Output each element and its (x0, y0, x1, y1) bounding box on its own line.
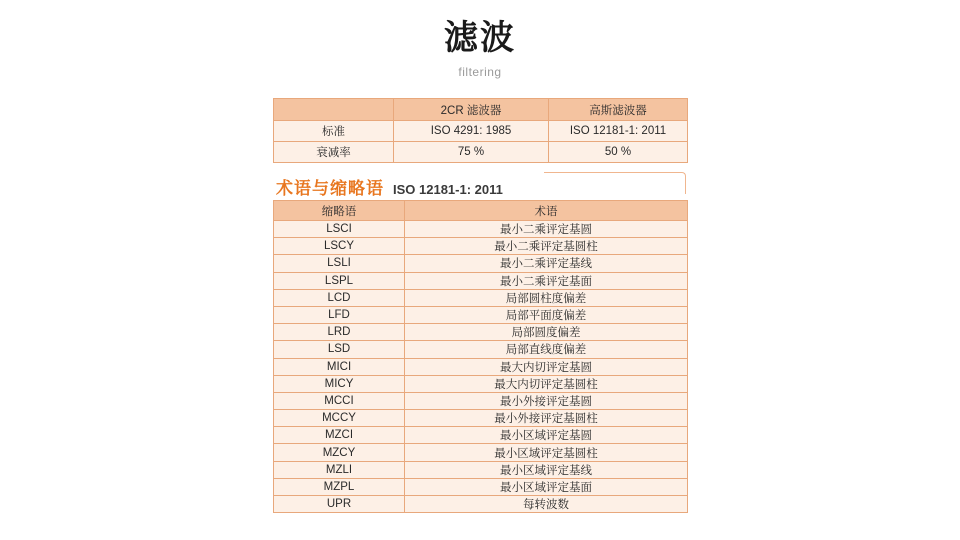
cell-term: 最小外接评定基圆柱 (405, 410, 688, 427)
filter-comparison-table (273, 98, 688, 163)
cell-term: 最小二乘评定基面 (405, 272, 688, 289)
table-row (274, 221, 688, 238)
table-row (274, 496, 688, 513)
column-header-blank (274, 99, 394, 121)
table-row (274, 341, 688, 358)
table-row (274, 478, 688, 495)
cell-abbr: LSCY (274, 238, 405, 255)
table-row (274, 358, 688, 375)
cell-attenuation-2cr: 75 % (394, 142, 549, 163)
table-row (274, 255, 688, 272)
terms-abbreviations-table (273, 200, 688, 513)
filter-table-container (273, 98, 687, 163)
cell-abbr: LFD (274, 306, 405, 323)
cell-abbr: MZPL (274, 478, 405, 495)
cell-term: 最小二乘评定基线 (405, 255, 688, 272)
cell-abbr: MZCY (274, 444, 405, 461)
section-heading-cn: 术语与缩略语 (276, 179, 384, 198)
cell-abbr: MCCY (274, 410, 405, 427)
cell-term: 最小外接评定基圆 (405, 392, 688, 409)
cell-abbr: LSD (274, 341, 405, 358)
cell-abbr: MICY (274, 375, 405, 392)
table-header-row (274, 201, 688, 221)
cell-term: 局部直线度偏差 (405, 341, 688, 358)
cell-abbr: LSLI (274, 255, 405, 272)
cell-attenuation-gaussian: 50 % (549, 142, 688, 163)
cell-term: 最小区域评定基线 (405, 461, 688, 478)
cell-abbr: LRD (274, 324, 405, 341)
column-header-abbr: 缩略语 (274, 201, 405, 221)
table-row (274, 392, 688, 409)
table-row (274, 289, 688, 306)
cell-standard-2cr: ISO 4291: 1985 (394, 121, 549, 142)
table-row (274, 238, 688, 255)
table-header-row (274, 99, 688, 121)
cell-abbr: LSPL (274, 272, 405, 289)
section-heading-standard: ISO 12181-1: 2011 (393, 182, 503, 197)
cell-abbr: MCCI (274, 392, 405, 409)
cell-term: 最小区域评定基圆柱 (405, 444, 688, 461)
cell-abbr: MZLI (274, 461, 405, 478)
table-row (274, 306, 688, 323)
cell-term: 每转波数 (405, 496, 688, 513)
cell-term: 最小二乘评定基圆柱 (405, 238, 688, 255)
cell-term: 最大内切评定基圆 (405, 358, 688, 375)
column-header-2cr: 2CR 滤波器 (394, 99, 549, 121)
table-row (274, 427, 688, 444)
page-title: 滤波 (444, 19, 516, 57)
cell-term: 局部平面度偏差 (405, 306, 688, 323)
cell-term: 局部圆柱度偏差 (405, 289, 688, 306)
cell-term: 局部圆度偏差 (405, 324, 688, 341)
bracket-connector (544, 172, 686, 194)
column-header-term: 术语 (405, 201, 688, 221)
cell-term: 最大内切评定基圆柱 (405, 375, 688, 392)
section-heading (276, 174, 503, 199)
table-row (274, 444, 688, 461)
cell-abbr: MZCI (274, 427, 405, 444)
table-row (274, 121, 688, 142)
terms-table-container (273, 200, 687, 513)
table-row (274, 324, 688, 341)
cell-term: 最小区域评定基面 (405, 478, 688, 495)
cell-abbr: LCD (274, 289, 405, 306)
table-row (274, 375, 688, 392)
table-row (274, 272, 688, 289)
row-label-attenuation: 衰减率 (274, 142, 394, 163)
column-header-gaussian: 高斯滤波器 (549, 99, 688, 121)
cell-standard-gaussian: ISO 12181-1: 2011 (549, 121, 688, 142)
row-label-standard: 标准 (274, 121, 394, 142)
page-subtitle: filtering (458, 65, 502, 80)
table-row (274, 410, 688, 427)
table-row (274, 142, 688, 163)
cell-abbr: LSCI (274, 221, 405, 238)
cell-abbr: UPR (274, 496, 405, 513)
cell-abbr: MICI (274, 358, 405, 375)
cell-term: 最小区域评定基圆 (405, 427, 688, 444)
cell-term: 最小二乘评定基圆 (405, 221, 688, 238)
table-row (274, 461, 688, 478)
